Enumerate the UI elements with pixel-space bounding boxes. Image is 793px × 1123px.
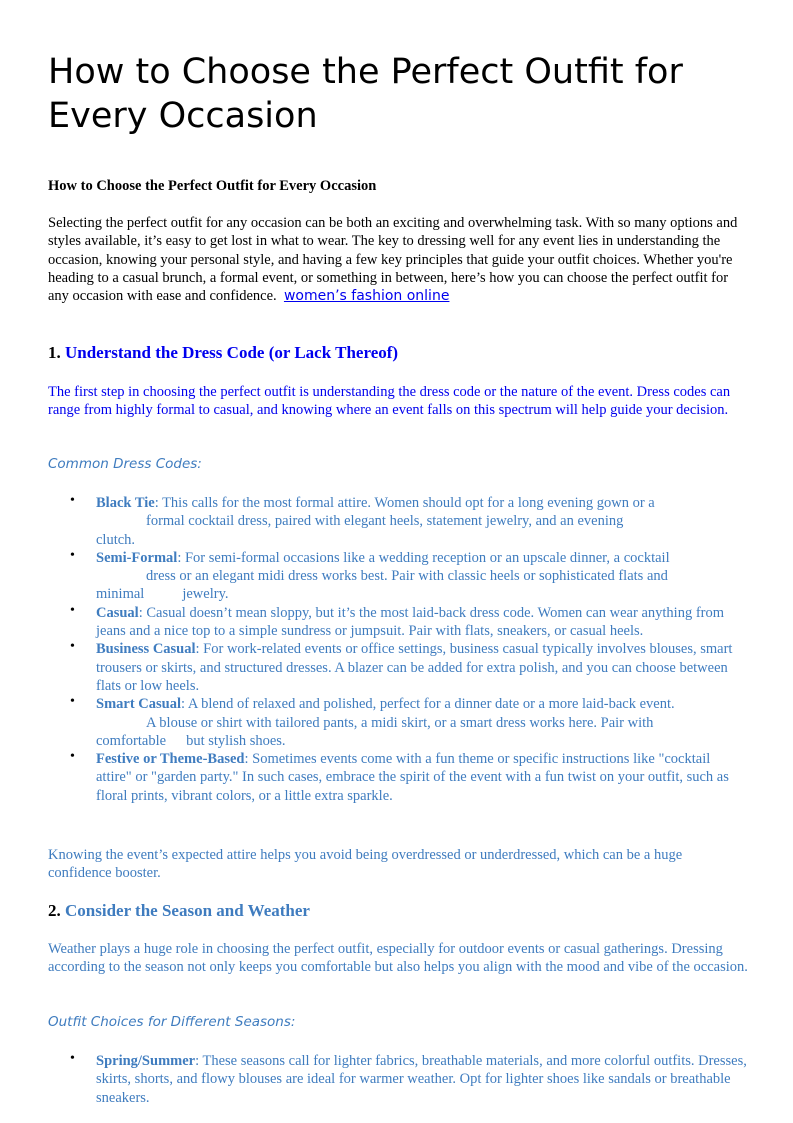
list-item — [48, 1052, 748, 1107]
item-text: jewelry. — [182, 586, 229, 603]
list-item — [48, 695, 748, 750]
list-item — [48, 640, 748, 695]
item-label: Spring/Summer — [96, 1053, 196, 1069]
section2-number: 2. — [48, 901, 61, 920]
section1-subheading: Common Dress Codes: — [48, 456, 202, 472]
item-text: dress or an elegant midi dress works best. Pair with classic heels or sophisticated flats and — [146, 568, 668, 585]
item-text: formal cocktail dress, paired with elegant heels, statement jewelry, and an evening — [146, 513, 624, 530]
item-text: minimal — [96, 586, 145, 603]
item-label: Casual — [96, 604, 139, 621]
bullet-icon: • — [70, 602, 75, 618]
intro-paragraph — [48, 214, 748, 305]
list-item — [48, 549, 748, 604]
item-text: : This calls for the most formal attire. Women should opt for a long evening gown or a — [154, 495, 655, 511]
season-list — [48, 1052, 748, 1107]
item-label: Semi-Formal — [96, 549, 178, 566]
list-item — [48, 750, 748, 805]
item-label: Business Casual — [96, 641, 196, 658]
section2-title: Consider the Season and Weather — [65, 901, 310, 920]
page-title: How to Choose the Perfect Outfit for Every Occasion — [48, 52, 683, 136]
bullet-icon: • — [70, 749, 75, 765]
dress-code-list — [48, 494, 748, 805]
womens-fashion-link[interactable]: women’s fashion online — [283, 288, 450, 305]
item-text: : For work-related events or office settings, business casual typically involves blouses, smart trousers or skirts, and structured dresses. A blazer can be added for extra polish, and you can choose between flats or low heels. — [96, 641, 733, 694]
bullet-icon: • — [70, 547, 75, 563]
item-text: : Casual doesn’t mean sloppy, but it’s the most laid-back dress code. Women can wear anything from jeans and a nice top to a simple sundress or jumpsuit. Pair with flats, sneakers, or casual heels. — [96, 604, 725, 640]
section2-heading — [48, 901, 310, 921]
section1-title: Understand the Dress Code (or Lack Thereof) — [65, 343, 399, 362]
item-text: comfortable — [96, 732, 167, 749]
item-text: but stylish shoes. — [186, 732, 286, 749]
section2-subheading: Outfit Choices for Different Seasons: — [48, 1014, 296, 1030]
list-item — [48, 604, 748, 641]
bullet-icon: • — [70, 694, 75, 710]
item-text: : For semi-formal occasions like a wedding reception or an upscale dinner, a cocktail — [177, 549, 670, 566]
bullet-icon: • — [70, 639, 75, 655]
item-label: Festive or Theme-Based — [96, 751, 245, 768]
item-text: : Sometimes events come with a fun theme or specific instructions like "cocktail attire" or "garden party." In such cases, embrace the spirit of the event with a fun twist on your outfit, such as floral prints, vibrant colors, or a little extra sparkle. — [96, 751, 729, 804]
item-text: clutch. — [96, 531, 136, 548]
item-text: : A blend of relaxed and polished, perfect for a dinner date or a more laid-back event. — [181, 696, 675, 713]
section1-number: 1. — [48, 343, 61, 362]
item-label: Black Tie — [96, 495, 155, 511]
section1-closing: Knowing the event’s expected attire helps you avoid being overdressed or underdressed, which can be a huge confidence booster. — [48, 847, 683, 882]
list-item — [48, 494, 748, 549]
item-label: Smart Casual — [96, 696, 181, 713]
section1-paragraph: The first step in choosing the perfect outfit is understanding the dress code or the nature of the event. Dress codes can range from highly formal to casual, and knowing where an event falls on this spectrum will help guide your decision. — [48, 384, 731, 419]
article-subtitle: How to Choose the Perfect Outfit for Every Occasion — [48, 178, 377, 194]
section1-heading — [48, 343, 398, 363]
item-text: : These seasons call for lighter fabrics, breathable materials, and more colorful outfits. Dresses, skirts, shorts, and flowy blouses are ideal for warmer weather. Opt for lighter shoes like sandals or breathable sneakers. — [96, 1053, 747, 1106]
bullet-icon: • — [70, 493, 75, 508]
section2-paragraph: Weather plays a huge role in choosing the perfect outfit, especially for outdoor events or casual gatherings. Dressing according to the season not only keeps you comfortable but also helps you align with the mood and vibe of the occasion. — [48, 941, 748, 976]
intro-text: Selecting the perfect outfit for any occasion can be both an exciting and overwhelming task. With so many options and styles available, it’s easy to get lost in what to wear. The key to dressing well for any event lies in understanding the occasion, knowing your personal style, and having a few key principles that guide your outfit choices. Whether you're heading to a casual brunch, a formal event, or something in between, here’s how you can choose the perfect outfit for any occasion with ease and confidence. — [48, 215, 738, 305]
item-text: A blouse or shirt with tailored pants, a midi skirt, or a smart dress works here. Pair with — [146, 714, 654, 731]
bullet-icon: • — [70, 1051, 75, 1066]
